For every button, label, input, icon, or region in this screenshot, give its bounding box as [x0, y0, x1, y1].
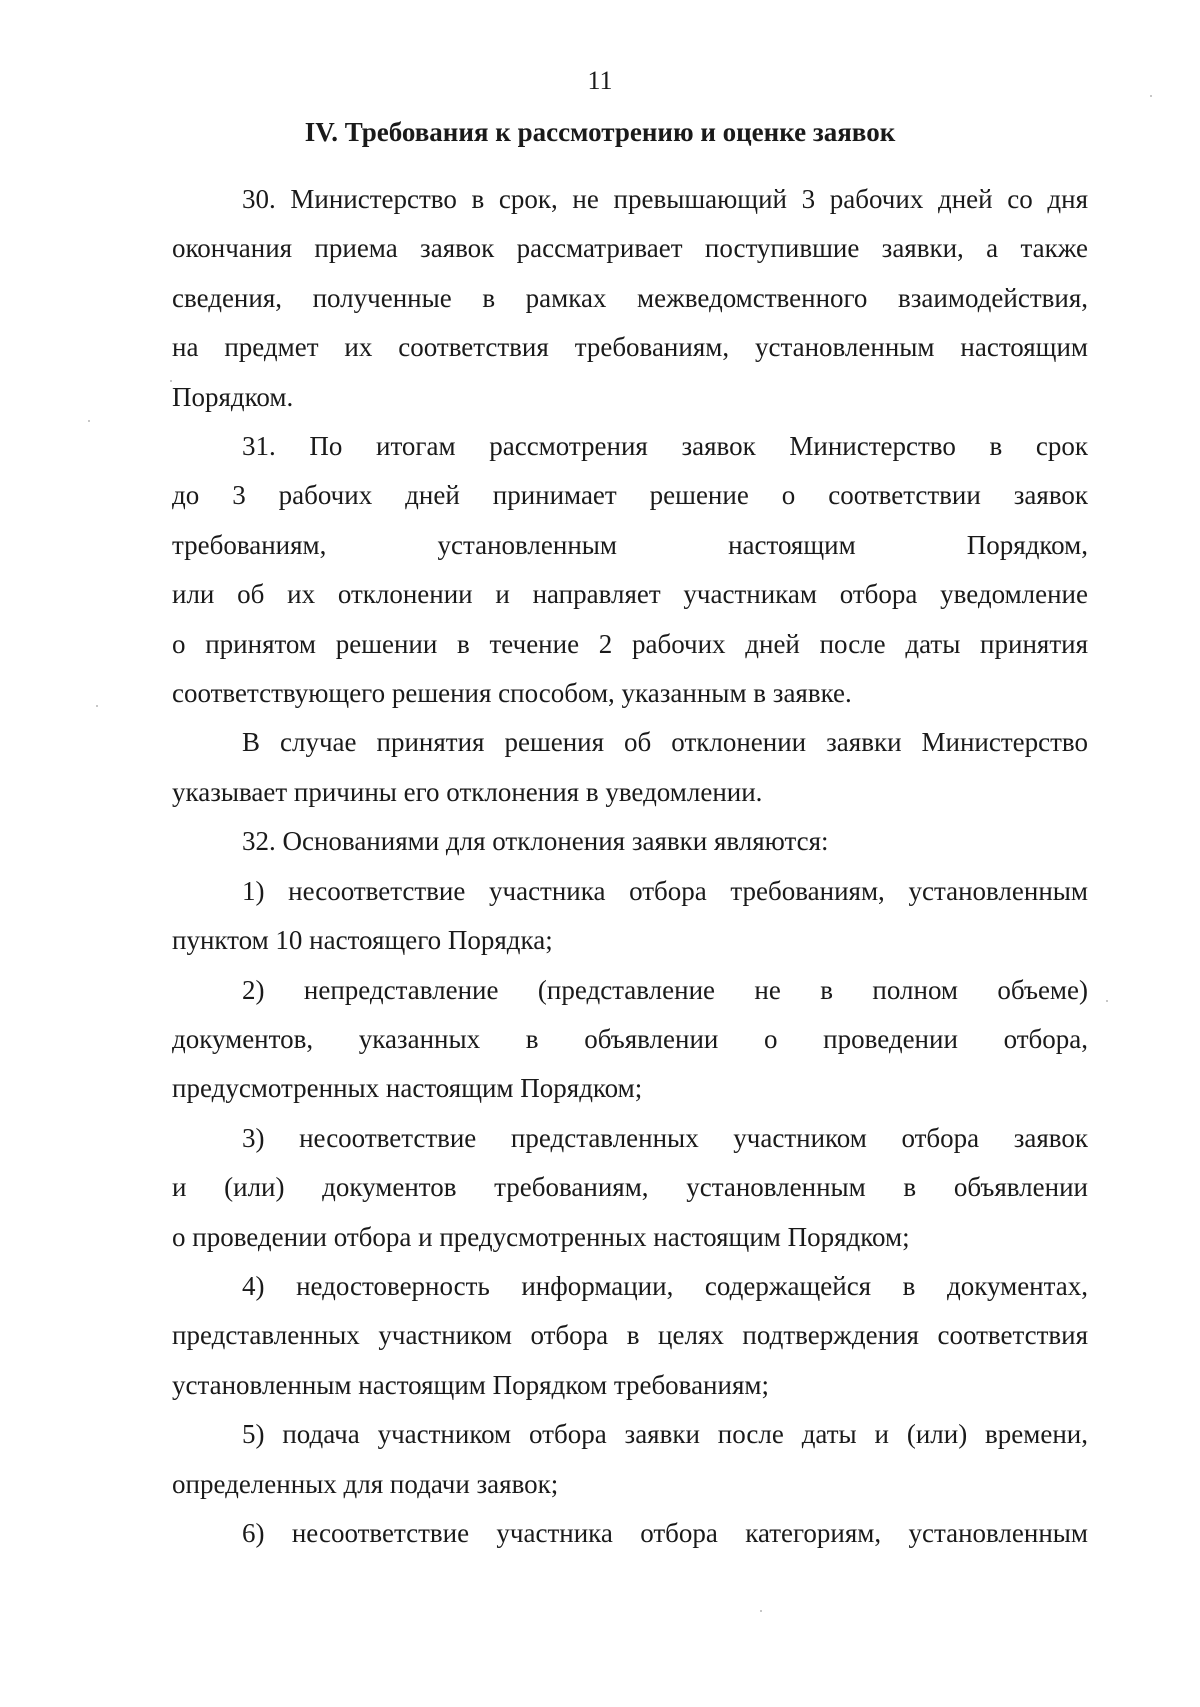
list-item-4	[172, 1262, 1088, 1410]
text-line: на предмет их соответствия требованиям, установленным настоящим	[172, 332, 1088, 363]
scan-speck	[760, 1610, 762, 1612]
text-line: до 3 рабочих дней принимает решение о соответствии заявок	[172, 480, 1088, 511]
scan-speck	[1106, 1000, 1108, 1002]
text-line: окончания приема заявок рассматривает поступившие заявки, а также	[172, 233, 1088, 264]
text-line: требованиям, установленным настоящим Порядком,	[172, 529, 1088, 560]
text-line: 5) подача участником отбора заявки после даты и (или) времени,	[242, 1419, 1088, 1450]
text-line: и (или) документов требованиям, установленным в объявлении	[172, 1172, 1088, 1203]
text-line: о принятом решении в течение 2 рабочих дней после даты принятия	[172, 628, 1088, 659]
text-line: 3) несоответствие представленных участником отбора заявок	[242, 1122, 1088, 1153]
text-line: определенных для подачи заявок;	[172, 1468, 559, 1499]
list-item-6	[172, 1509, 1088, 1558]
text-line: 1) несоответствие участника отбора требованиям, установленным	[242, 875, 1088, 906]
list-item-2	[172, 966, 1088, 1114]
text-line: установленным настоящим Порядком требованиям;	[172, 1369, 769, 1400]
paragraph-32	[172, 817, 1088, 866]
list-item-5	[172, 1410, 1088, 1509]
text-line: документов, указанных в объявлении о проведении отбора,	[172, 1023, 1088, 1054]
paragraph-31	[172, 422, 1088, 718]
text-line: 4) недостоверность информации, содержащейся в документах,	[242, 1270, 1088, 1301]
scan-speck	[170, 380, 172, 382]
scan-speck	[88, 420, 90, 422]
text-line: Порядком.	[172, 381, 294, 412]
text-line: или об их отклонении и направляет участникам отбора уведомление	[172, 579, 1088, 610]
paragraph-31-rejection	[172, 718, 1088, 817]
text-line: 30. Министерство в срок, не превышающий 3 рабочих дней со дня	[242, 184, 1088, 214]
paragraph-30	[172, 175, 1088, 422]
page-number: 11	[587, 66, 613, 95]
text-line: В случае принятия решения об отклонении заявки Министерство	[242, 727, 1088, 758]
text-line: представленных участником отбора в целях подтверждения соответствия	[172, 1320, 1088, 1351]
text-line: сведения, полученные в рамках межведомственного взаимодействия,	[172, 282, 1088, 313]
text-line: 32. Основаниями для отклонения заявки являются:	[242, 826, 829, 857]
list-item-3	[172, 1114, 1088, 1262]
list-item-1	[172, 867, 1088, 966]
scan-speck	[1150, 95, 1152, 97]
text-line: соответствующего решения способом, указанным в заявке.	[172, 678, 852, 709]
document-body	[172, 175, 1088, 1558]
text-line: предусмотренных настоящим Порядком;	[172, 1073, 643, 1104]
section-heading: IV. Требования к рассмотрению и оценке заявок	[304, 117, 896, 147]
text-line: пунктом 10 настоящего Порядка;	[172, 925, 553, 956]
text-line: указывает причины его отклонения в уведомлении.	[172, 776, 763, 807]
text-line: 6) несоответствие участника отбора категориям, установленным	[242, 1517, 1088, 1548]
text-line: 2) непредставление (представление не в полном объеме)	[242, 974, 1088, 1005]
text-line: о проведении отбора и предусмотренных настоящим Порядком;	[172, 1221, 910, 1252]
scan-speck	[96, 705, 98, 707]
text-line: 31. По итогам рассмотрения заявок Министерство в срок	[242, 431, 1088, 462]
